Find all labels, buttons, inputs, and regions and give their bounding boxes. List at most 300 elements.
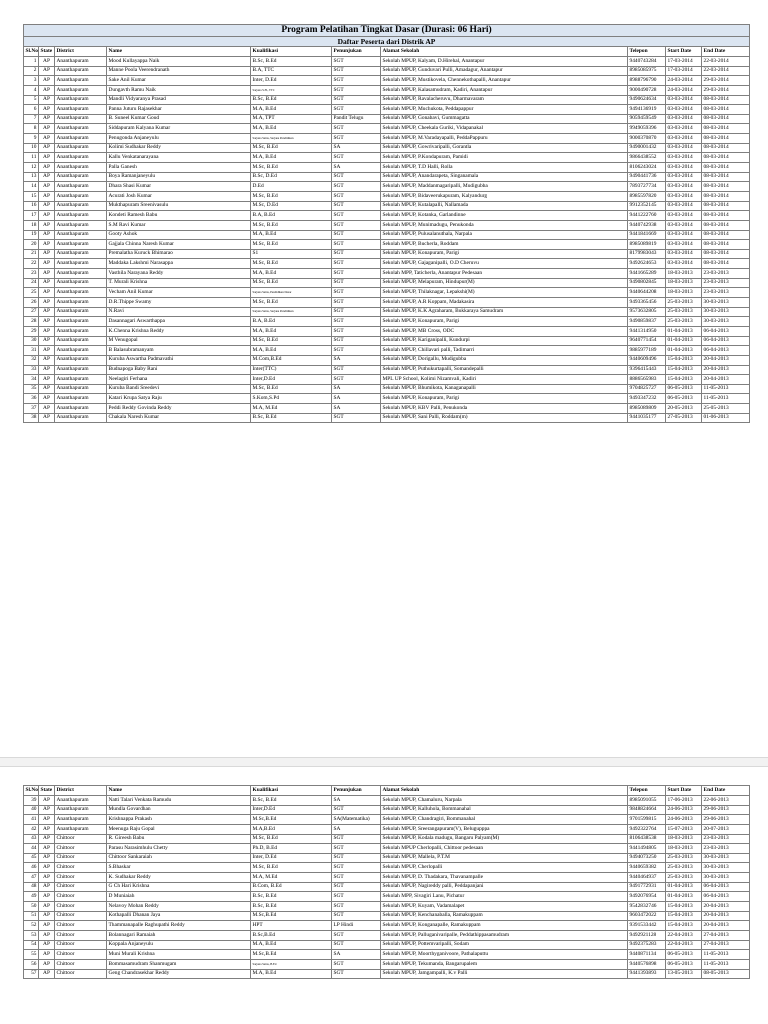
cell-phone: 9492624653: [628, 259, 666, 269]
cell-phone: 9493347232: [628, 394, 666, 404]
cell-state: AP: [39, 143, 55, 153]
cell-name: K.Chenna Krishna Reddy: [107, 326, 251, 336]
cell-qualification: M.Sc,B.Ed: [251, 950, 332, 960]
cell-qualification: D.Ed: [251, 182, 332, 192]
cell-start-date: 03-03-2014: [666, 95, 702, 105]
table-row: [24, 355, 750, 365]
cell-state: AP: [39, 124, 55, 134]
cell-start-date: 06-05-2013: [666, 384, 702, 394]
cell-phone: 8985091055: [628, 796, 666, 806]
header-qualification: Kualifikasi: [251, 786, 332, 796]
cell-start-date: 18-03-2013: [666, 834, 702, 844]
cell-state: AP: [39, 959, 55, 969]
cell-start-date: 03-03-2014: [666, 201, 702, 211]
cell-start-date: 15-04-2013: [666, 911, 702, 921]
cell-qualification: Ph.D, B.Ed: [251, 844, 332, 854]
cell-phone: 9492322764: [628, 824, 666, 834]
cell-school-address: Sekolah MPUP, Cheekala Guriki, Vidapanakal: [381, 124, 628, 134]
cell-sl-no: 23: [24, 269, 39, 279]
cell-start-date: 06-05-2013: [666, 950, 702, 960]
cell-school-address: Sekolah MPUP, Dorigallu, Mudigubba: [381, 355, 628, 365]
cell-end-date: 11-05-2013: [702, 950, 750, 960]
header-name: Name: [107, 47, 251, 57]
cell-start-date: 24-06-2013: [666, 805, 702, 815]
cell-sl-no: 31: [24, 346, 39, 356]
cell-designation: SGT: [332, 249, 381, 259]
cell-name: Dhara Shasi Kumar: [107, 182, 251, 192]
cell-qualification: B.A, B.Ed: [251, 211, 332, 221]
cell-end-date: 23-03-2013: [702, 278, 750, 288]
cell-end-date: 06-04-2013: [702, 336, 750, 346]
cell-designation: SGT: [332, 134, 381, 144]
cell-name: Peddi Reddy Govinda Reddy: [107, 404, 251, 414]
participants-table-page-1: [23, 24, 750, 423]
cell-name: Geng Chandrasekhar Reddy: [107, 969, 251, 979]
cell-end-date: 06-04-2013: [702, 882, 750, 892]
table-row: [24, 298, 750, 308]
cell-school-address: Sekolah MPUP, Melapuram, Hindupur(M): [381, 278, 628, 288]
cell-school-address: Sekolah MPUP, MB Cross, ODC: [381, 326, 628, 336]
table-row: [24, 85, 750, 95]
cell-designation: SGT: [332, 882, 381, 892]
cell-district: Ananthapuram: [55, 153, 107, 163]
cell-start-date: 18-03-2013: [666, 278, 702, 288]
cell-qualification: M.Com,B.Ed: [251, 355, 332, 365]
cell-state: AP: [39, 892, 55, 902]
cell-designation: SGT: [332, 288, 381, 298]
cell-sl-no: 53: [24, 930, 39, 940]
cell-sl-no: 54: [24, 940, 39, 950]
cell-phone: 9440609496: [628, 355, 666, 365]
cell-name: Meenuga Raju Gopal: [107, 824, 251, 834]
table-row: [24, 326, 750, 336]
cell-school-address: Sekolah MPUP Cherlopalli, Chittoor pedesaan: [381, 844, 628, 854]
table-row: [24, 902, 750, 912]
cell-school-address: Sekolah MPUP, A.R Koppam, Madakasira: [381, 298, 628, 308]
cell-district: Chittoor: [55, 834, 107, 844]
cell-sl-no: 57: [24, 969, 39, 979]
cell-end-date: 06-04-2013: [702, 346, 750, 356]
table-row: [24, 134, 750, 144]
cell-district: Ananthapuram: [55, 375, 107, 385]
table-row: [24, 940, 750, 950]
cell-school-address: Sekolah MPUP, Muchukota, Peddapappur: [381, 105, 628, 115]
cell-school-address: Sekolah MPUP, Kariganipalli, Kundurpi: [381, 336, 628, 346]
cell-state: AP: [39, 394, 55, 404]
cell-designation: SGT: [332, 336, 381, 346]
cell-phone: 7893727734: [628, 182, 666, 192]
cell-state: AP: [39, 317, 55, 327]
cell-start-date: 15-04-2013: [666, 355, 702, 365]
cell-sl-no: 6: [24, 105, 39, 115]
cell-qualification: M.Sc, B.Ed: [251, 143, 332, 153]
cell-sl-no: 21: [24, 249, 39, 259]
cell-designation: SGT: [332, 892, 381, 902]
cell-sl-no: 33: [24, 365, 39, 375]
cell-district: Ananthapuram: [55, 57, 107, 67]
cell-phone: 9441035177: [628, 413, 666, 423]
table-row: [24, 105, 750, 115]
cell-phone: 9000370870: [628, 134, 666, 144]
cell-state: AP: [39, 163, 55, 173]
cell-school-address: Sekolah MPUP, Kodala madugu, Bangaru Palyam(M): [381, 834, 628, 844]
cell-qualification: B.A, TTC: [251, 66, 332, 76]
cell-name: Chittoor Sankaraiah: [107, 853, 251, 863]
cell-designation: SGT: [332, 220, 381, 230]
cell-school-address: Sekolah MPUP, Jamgampalli, K.v Palli: [381, 969, 628, 979]
table-row: [24, 269, 750, 279]
cell-school-address: Sekolah MPUP, Sani Palli, Roddam(m): [381, 413, 628, 423]
cell-name: N.Ravi: [107, 307, 251, 317]
cell-district: Chittoor: [55, 892, 107, 902]
cell-district: Ananthapuram: [55, 172, 107, 182]
cell-end-date: 22-06-2013: [702, 796, 750, 806]
cell-phone: 9493365456: [628, 298, 666, 308]
header-sl-no: Sl.No: [24, 786, 39, 796]
cell-state: AP: [39, 240, 55, 250]
cell-name: Bolannagari Ramaiah: [107, 930, 251, 940]
cell-start-date: 01-04-2013: [666, 882, 702, 892]
cell-school-address: Sekolah MPUP, Gowrivaripalli, Gorantla: [381, 143, 628, 153]
cell-qualification: Inter(TTC): [251, 365, 332, 375]
cell-state: AP: [39, 114, 55, 124]
cell-designation: SGT: [332, 230, 381, 240]
cell-end-date: 23-03-2013: [702, 834, 750, 844]
table-row: [24, 336, 750, 346]
cell-end-date: 27-04-2013: [702, 940, 750, 950]
cell-name: Bommasamudram Shanmugam: [107, 959, 251, 969]
cell-designation: SGT: [332, 153, 381, 163]
cell-sl-no: 34: [24, 375, 39, 385]
cell-state: AP: [39, 902, 55, 912]
cell-name: Kuruba Aswartha Padmavathi: [107, 355, 251, 365]
table-row: [24, 365, 750, 375]
cell-district: Ananthapuram: [55, 355, 107, 365]
cell-end-date: 08-03-2014: [702, 153, 750, 163]
cell-start-date: 15-07-2013: [666, 824, 702, 834]
table-row: [24, 796, 750, 806]
cell-district: Chittoor: [55, 969, 107, 979]
cell-name: Koppala Anjaneyulu: [107, 940, 251, 950]
cell-school-address: Sekolah MPUP, K.K Agraharam, Bukkaraya Samudram: [381, 307, 628, 317]
cell-state: AP: [39, 384, 55, 394]
cell-school-address: Sekolah MPUP, Kalasamudram, Kadiri, Anantapur: [381, 85, 628, 95]
document-subtitle: Daftar Peserta dari Distrik AP: [24, 37, 750, 47]
cell-qualification: Sarjana Sains, Sarjana Pendidikan: [251, 307, 332, 317]
cell-school-address: Sekolah MPUP, Palluganivaripalle, Peddathippasamudram: [381, 930, 628, 940]
cell-sl-no: 3: [24, 76, 39, 86]
cell-designation: SGT: [332, 278, 381, 288]
cell-phone: 9491772931: [628, 882, 666, 892]
cell-state: AP: [39, 288, 55, 298]
cell-phone: 9490001432: [628, 143, 666, 153]
table-row: [24, 346, 750, 356]
cell-end-date: 23-03-2013: [702, 269, 750, 279]
cell-phone: 9440871134: [628, 950, 666, 960]
cell-designation: SGT: [332, 940, 381, 950]
cell-end-date: 08-03-2014: [702, 211, 750, 221]
cell-state: AP: [39, 815, 55, 825]
cell-start-date: 22-04-2013: [666, 930, 702, 940]
header-designation: Penunjukan: [332, 786, 381, 796]
cell-qualification: B.Sc, B.Ed: [251, 95, 332, 105]
cell-start-date: 03-03-2014: [666, 143, 702, 153]
cell-qualification: B.Sc, B.Ed: [251, 902, 332, 912]
cell-sl-no: 38: [24, 413, 39, 423]
cell-qualification: M.Sc, B.Ed: [251, 336, 332, 346]
cell-qualification: M.Sc, B.Ed: [251, 384, 332, 394]
table-row: [24, 220, 750, 230]
cell-district: Ananthapuram: [55, 317, 107, 327]
cell-district: Ananthapuram: [55, 394, 107, 404]
cell-state: AP: [39, 796, 55, 806]
cell-end-date: 20-04-2013: [702, 902, 750, 912]
cell-school-address: Sekolah MPP, Taticherla, Anantapur Pedesaan: [381, 269, 628, 279]
cell-district: Chittoor: [55, 863, 107, 873]
cell-school-address: Sekolah MPUP, Munimadugu, Penukonda: [381, 220, 628, 230]
cell-designation: SGT: [332, 902, 381, 912]
cell-school-address: Sekolah MPUP, Gonabavi, Gummagatta: [381, 114, 628, 124]
cell-qualification: M.Sc, B.Ed: [251, 191, 332, 201]
cell-name: R. Gireesh Babu: [107, 834, 251, 844]
cell-district: Ananthapuram: [55, 114, 107, 124]
cell-start-date: 03-03-2014: [666, 163, 702, 173]
cell-qualification: B.Sc, B.Ed: [251, 796, 332, 806]
cell-name: Palla Ganesh: [107, 163, 251, 173]
cell-qualification: M.Sc,B.Ed: [251, 815, 332, 825]
cell-end-date: 08-03-2014: [702, 143, 750, 153]
cell-name: Siddapuram Kalyana Kumar: [107, 124, 251, 134]
cell-school-address: Sekolah MPUP, Pulusalanuthala, Narpala: [381, 230, 628, 240]
cell-phone: 9848824664: [628, 805, 666, 815]
table-row: [24, 278, 750, 288]
cell-school-address: Sekolah MPUP, Kalluhola, Bommanahal: [381, 805, 628, 815]
cell-end-date: 08-03-2014: [702, 172, 750, 182]
cell-designation: SA: [332, 950, 381, 960]
cell-start-date: 24-03-2014: [666, 76, 702, 86]
table-row: [24, 375, 750, 385]
cell-start-date: 03-03-2014: [666, 172, 702, 182]
cell-end-date: 06-04-2013: [702, 326, 750, 336]
cell-start-date: 17-03-2014: [666, 57, 702, 67]
cell-name: Budnapoga Baby Rani: [107, 365, 251, 375]
cell-district: Ananthapuram: [55, 824, 107, 834]
cell-end-date: 30-03-2013: [702, 853, 750, 863]
cell-qualification: Inter,D.Ed: [251, 805, 332, 815]
cell-state: AP: [39, 134, 55, 144]
cell-phone: 8985089819: [628, 240, 666, 250]
cell-name: Kolimi Sudhakar Reddy: [107, 143, 251, 153]
cell-state: AP: [39, 76, 55, 86]
cell-phone: 9492921128: [628, 930, 666, 940]
cell-start-date: 01-04-2013: [666, 336, 702, 346]
cell-sl-no: 9: [24, 134, 39, 144]
table-row: [24, 191, 750, 201]
cell-phone: 9542832746: [628, 902, 666, 912]
cell-designation: SGT: [332, 240, 381, 250]
cell-district: Ananthapuram: [55, 143, 107, 153]
cell-designation: SGT: [332, 375, 381, 385]
cell-state: AP: [39, 969, 55, 979]
cell-designation: SGT: [332, 66, 381, 76]
cell-designation: SGT: [332, 844, 381, 854]
cell-school-address: Sekolah MPUP, Gajaganipalli, O.D Cheruvu: [381, 259, 628, 269]
cell-designation: SGT: [332, 105, 381, 115]
cell-sl-no: 49: [24, 892, 39, 902]
cell-sl-no: 35: [24, 384, 39, 394]
cell-name: D Muniaiah: [107, 892, 251, 902]
cell-district: Ananthapuram: [55, 105, 107, 115]
table-row: [24, 66, 750, 76]
cell-end-date: 22-03-2014: [702, 57, 750, 67]
cell-school-address: Sekolah MPUP, Sreerangapuram(V), Belugupppa: [381, 824, 628, 834]
cell-qualification: B.Sc, B.Ed: [251, 413, 332, 423]
cell-designation: Pandit Telugu: [332, 114, 381, 124]
cell-school-address: Sekolah MPUP, Moorthyganivoore, Pathalaputtu: [381, 950, 628, 960]
cell-end-date: 08-03-2014: [702, 220, 750, 230]
cell-district: Ananthapuram: [55, 95, 107, 105]
cell-sl-no: 52: [24, 921, 39, 931]
cell-name: Mundla Govardhan: [107, 805, 251, 815]
cell-district: Chittoor: [55, 959, 107, 969]
header-designation: Penunjukan: [332, 47, 381, 57]
cell-start-date: 25-03-2013: [666, 853, 702, 863]
participants-table-page-2: [23, 785, 750, 979]
cell-district: Ananthapuram: [55, 211, 107, 221]
cell-sl-no: 10: [24, 143, 39, 153]
cell-school-address: Sekolah MPUP, Pottemvaripalli, Sodam: [381, 940, 628, 950]
cell-qualification: Sarjana Sains, Sarjana Pendidikan: [251, 134, 332, 144]
cell-name: Chakala Naresh Kumar: [107, 413, 251, 423]
cell-qualification: M.Sc, B.Ed: [251, 863, 332, 873]
cell-designation: SGT: [332, 95, 381, 105]
table-row: [24, 863, 750, 873]
cell-school-address: Sekolah MPUP, Anandarapeta, Singanamala: [381, 172, 628, 182]
cell-qualification: M.Sc, B.Ed: [251, 278, 332, 288]
cell-district: Chittoor: [55, 873, 107, 883]
cell-school-address: Sekolah MPUP, M.Varadayapalli, PeddaPappuru: [381, 134, 628, 144]
cell-start-date: 03-03-2014: [666, 211, 702, 221]
cell-designation: SGT: [332, 326, 381, 336]
cell-state: AP: [39, 172, 55, 182]
cell-end-date: 01-06-2013: [702, 413, 750, 423]
cell-sl-no: 50: [24, 902, 39, 912]
cell-phone: 9440576898: [628, 959, 666, 969]
cell-start-date: 15-04-2013: [666, 902, 702, 912]
cell-start-date: 03-03-2014: [666, 182, 702, 192]
cell-sl-no: 16: [24, 201, 39, 211]
cell-designation: SGT: [332, 124, 381, 134]
cell-designation: SA: [332, 355, 381, 365]
cell-name: Kallu Venkatanarayana: [107, 153, 251, 163]
table-row: [24, 307, 750, 317]
cell-start-date: 17-06-2013: [666, 796, 702, 806]
cell-district: Ananthapuram: [55, 413, 107, 423]
header-school-address: Alamat Sekolah: [381, 47, 628, 57]
header-row: [24, 47, 750, 57]
cell-start-date: 25-03-2013: [666, 873, 702, 883]
cell-sl-no: 19: [24, 230, 39, 240]
cell-start-date: 18-03-2013: [666, 288, 702, 298]
cell-start-date: 03-03-2014: [666, 220, 702, 230]
cell-district: Ananthapuram: [55, 815, 107, 825]
cell-state: AP: [39, 220, 55, 230]
cell-end-date: 23-03-2013: [702, 288, 750, 298]
cell-state: AP: [39, 930, 55, 940]
cell-phone: 9603472022: [628, 911, 666, 921]
header-sl-no: Sl.No: [24, 47, 39, 57]
cell-sl-no: 37: [24, 404, 39, 414]
cell-phone: 9912352145: [628, 201, 666, 211]
cell-designation: SGT: [332, 959, 381, 969]
cell-state: AP: [39, 805, 55, 815]
cell-qualification: M.A, B.Ed: [251, 105, 332, 115]
cell-designation: SA(Matematika): [332, 815, 381, 825]
cell-name: Gajjala Chinna Naresh Kumar: [107, 240, 251, 250]
cell-phone: 8179983043: [628, 249, 666, 259]
cell-sl-no: 29: [24, 326, 39, 336]
cell-sl-no: 13: [24, 172, 39, 182]
cell-district: Ananthapuram: [55, 240, 107, 250]
cell-end-date: 20-04-2013: [702, 355, 750, 365]
cell-school-address: Sekolah MPUP, T.D Halli, Rolla: [381, 163, 628, 173]
cell-name: Maddaka Lakshmi Narasappa: [107, 259, 251, 269]
cell-qualification: M.A, B.Ed: [251, 346, 332, 356]
cell-school-address: MPL UP School, Kolimi Nizamvali, Kadiri: [381, 375, 628, 385]
cell-sl-no: 17: [24, 211, 39, 221]
header-qualification: Kualifikasi: [251, 47, 332, 57]
cell-sl-no: 32: [24, 355, 39, 365]
cell-sl-no: 36: [24, 394, 39, 404]
cell-start-date: 01-04-2013: [666, 346, 702, 356]
cell-designation: SGT: [332, 76, 381, 86]
cell-school-address: Sekolah MPUP, Tekumanda, Bangarupalem: [381, 959, 628, 969]
cell-name: Dasannagari Aswarthappa: [107, 317, 251, 327]
cell-name: M Venugopal: [107, 336, 251, 346]
cell-sl-no: 30: [24, 336, 39, 346]
table-row: [24, 317, 750, 327]
header-start-date: Start Date: [666, 786, 702, 796]
cell-state: AP: [39, 882, 55, 892]
cell-designation: SGT: [332, 346, 381, 356]
cell-qualification: M.A, B.Ed: [251, 124, 332, 134]
cell-start-date: 03-03-2014: [666, 230, 702, 240]
cell-name: Vasthila Narayana Reddy: [107, 269, 251, 279]
cell-start-date: 18-03-2013: [666, 269, 702, 279]
cell-state: AP: [39, 105, 55, 115]
cell-phone: 8886565983: [628, 375, 666, 385]
table-row: [24, 815, 750, 825]
cell-sl-no: 46: [24, 863, 39, 873]
cell-name: Natti Talari Venkata Ramudu: [107, 796, 251, 806]
cell-end-date: 06-04-2013: [702, 892, 750, 902]
cell-start-date: 06-05-2013: [666, 394, 702, 404]
cell-qualification: Sarjana S.H., TTC: [251, 85, 332, 95]
cell-phone: 9490859837: [628, 317, 666, 327]
cell-designation: SGT: [332, 191, 381, 201]
cell-state: AP: [39, 95, 55, 105]
table-row: [24, 413, 750, 423]
cell-state: AP: [39, 346, 55, 356]
cell-sl-no: 25: [24, 288, 39, 298]
cell-end-date: 08-03-2014: [702, 124, 750, 134]
table-row: [24, 259, 750, 269]
cell-state: AP: [39, 326, 55, 336]
cell-school-address: Sekolah MPUP, Kutalapalli, Nallamada: [381, 201, 628, 211]
cell-end-date: 08-03-2014: [702, 105, 750, 115]
cell-district: Ananthapuram: [55, 326, 107, 336]
table-row: [24, 230, 750, 240]
